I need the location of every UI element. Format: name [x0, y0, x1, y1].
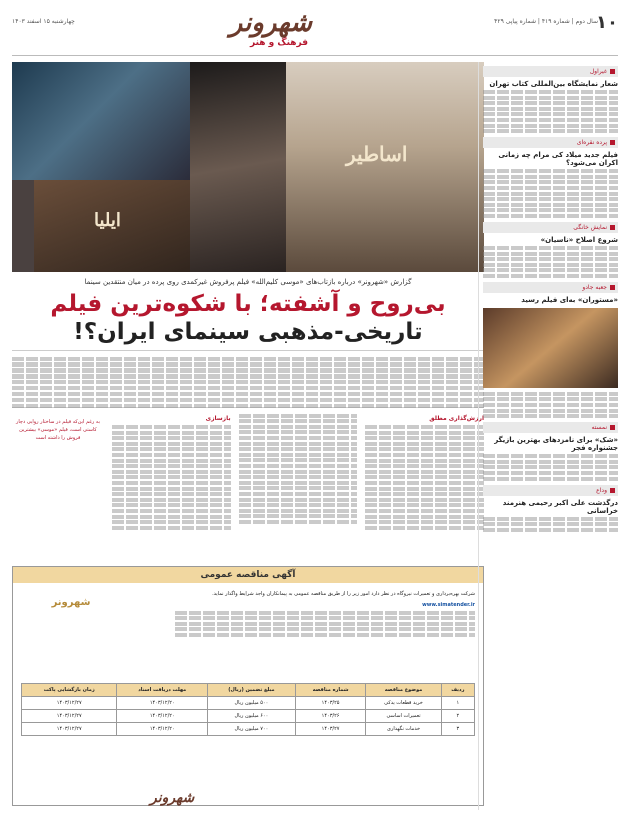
ad-intro: شرکت بهره‌برداری و تعمیرات نیروگاه در نظر دارد امور زیر را از طریق مناقصه عمومی به پیمانکاران واجد شرایط واگذار نماید. www.simatender.ir [175, 591, 475, 639]
pull-quote: به رغم این‌که فیلم در ساختار روایی دچار کاستی است، فیلم «موسی» بیشترین فروش را داشته است [15, 419, 100, 441]
article-headline-2: تاریخی-مذهبی سینمای ایران؟! [73, 318, 423, 345]
sidebar-tag: نمسته [483, 422, 618, 433]
issue-date: چهارشنبه ۱۵ اسفند ۱۴۰۳ [12, 18, 75, 25]
actor-portrait-photo [483, 308, 618, 388]
sidebar-headline: شعار نمایشگاه بین‌المللی کتاب تهران [489, 80, 618, 88]
article-column [365, 412, 484, 562]
sidebar-tag: نمایش خانگی [483, 222, 618, 233]
tender-advertisement [12, 566, 484, 806]
article-column [239, 412, 358, 562]
film-still-photo [12, 62, 190, 180]
page-header [12, 8, 618, 56]
sidebar-headline: درگذشت علی اکبر رحیمی هنرمند خراسانی [502, 498, 618, 515]
section-label: فرهنگ و هنر [250, 38, 308, 48]
film-poster-photo-3 [286, 62, 484, 272]
footer-logo: شهرونر [150, 790, 195, 806]
sidebar-tag: غیراول [483, 66, 618, 77]
ad-logo: شهرونر [51, 597, 91, 608]
sidebar-headline: فیلم جدید میلاد کی مرام چه زمانی اکران می‌شود؟ [498, 151, 618, 168]
article-photo-collage [12, 62, 484, 272]
sidebar-headline: «شک» برای نامزدهای بهترین بازیگر جشنواره فجر [494, 436, 618, 453]
poster-title: ایلیا [94, 210, 121, 231]
sidebar-headline: شروع اصلاح «ناسیان» [540, 235, 618, 244]
pull-quote-column [12, 412, 104, 562]
sidebar-headline: «مستوران» به‌ای فیلم رسید [521, 295, 618, 304]
film-poster-photo [34, 180, 209, 272]
column-subhead: بازسازی [205, 415, 231, 422]
column-subhead: ارزش‌گذاری مطلق [429, 415, 484, 422]
news-sidebar [478, 62, 618, 810]
sidebar-tag: پرده نقره‌ای [483, 137, 618, 148]
page-number: ۱۰ [596, 12, 618, 33]
issue-info: سال دوم | شماره ۴۱۹ | شماره پیاپی ۴۲۹ [494, 18, 598, 25]
article-columns [12, 412, 484, 562]
ad-title: آگهی مناقصه عمومی [13, 567, 483, 583]
sidebar-tag: جعبه جادو [483, 282, 618, 293]
article-lead [12, 350, 484, 408]
poster-title-2: اساطیر [346, 142, 408, 166]
headline-block [12, 278, 484, 345]
table-row: ۱ خرید قطعات یدکی ۱۴۰۳/۲۵ ۵۰۰ میلیون ریال ۱۴۰۳/۱۲/۲۰ ۱۴۰۳/۱۲/۲۷ [22, 697, 475, 710]
sidebar-tag: وداع [483, 485, 618, 496]
table-row: ۲ تعمیرات اساسی ۱۴۰۳/۲۶ ۶۰۰ میلیون ریال ۱۴۰۳/۱۲/۲۰ ۱۴۰۳/۱۲/۲۷ [22, 710, 475, 723]
film-poster-photo-2 [190, 62, 286, 272]
article-column [112, 412, 231, 562]
article-kicker: گزارش «شهرونر» درباره بازتاب‌های «موسی کلیم‌الله» فیلم پرفروش غیرکمدی روی پرده در میان منتقدین سینما [84, 278, 412, 286]
ad-website[interactable]: www.simatender.ir [422, 601, 475, 608]
tender-table [21, 683, 475, 736]
table-row: ۳ خدمات نگهداری ۱۴۰۳/۲۷ ۷۰۰ میلیون ریال ۱۴۰۳/۱۲/۲۰ ۱۴۰۳/۱۲/۲۷ [22, 723, 475, 736]
table-header-row: ردیف موضوع مناقصه شماره مناقصه مبلغ تضمین (ریال) مهلت دریافت اسناد زمان بازگشایی پاکت [22, 684, 475, 697]
article-headline: بی‌روح و آشفته؛ با شکوه‌ترین فیلم [50, 291, 446, 317]
newspaper-logo: شهرونر [229, 8, 312, 38]
